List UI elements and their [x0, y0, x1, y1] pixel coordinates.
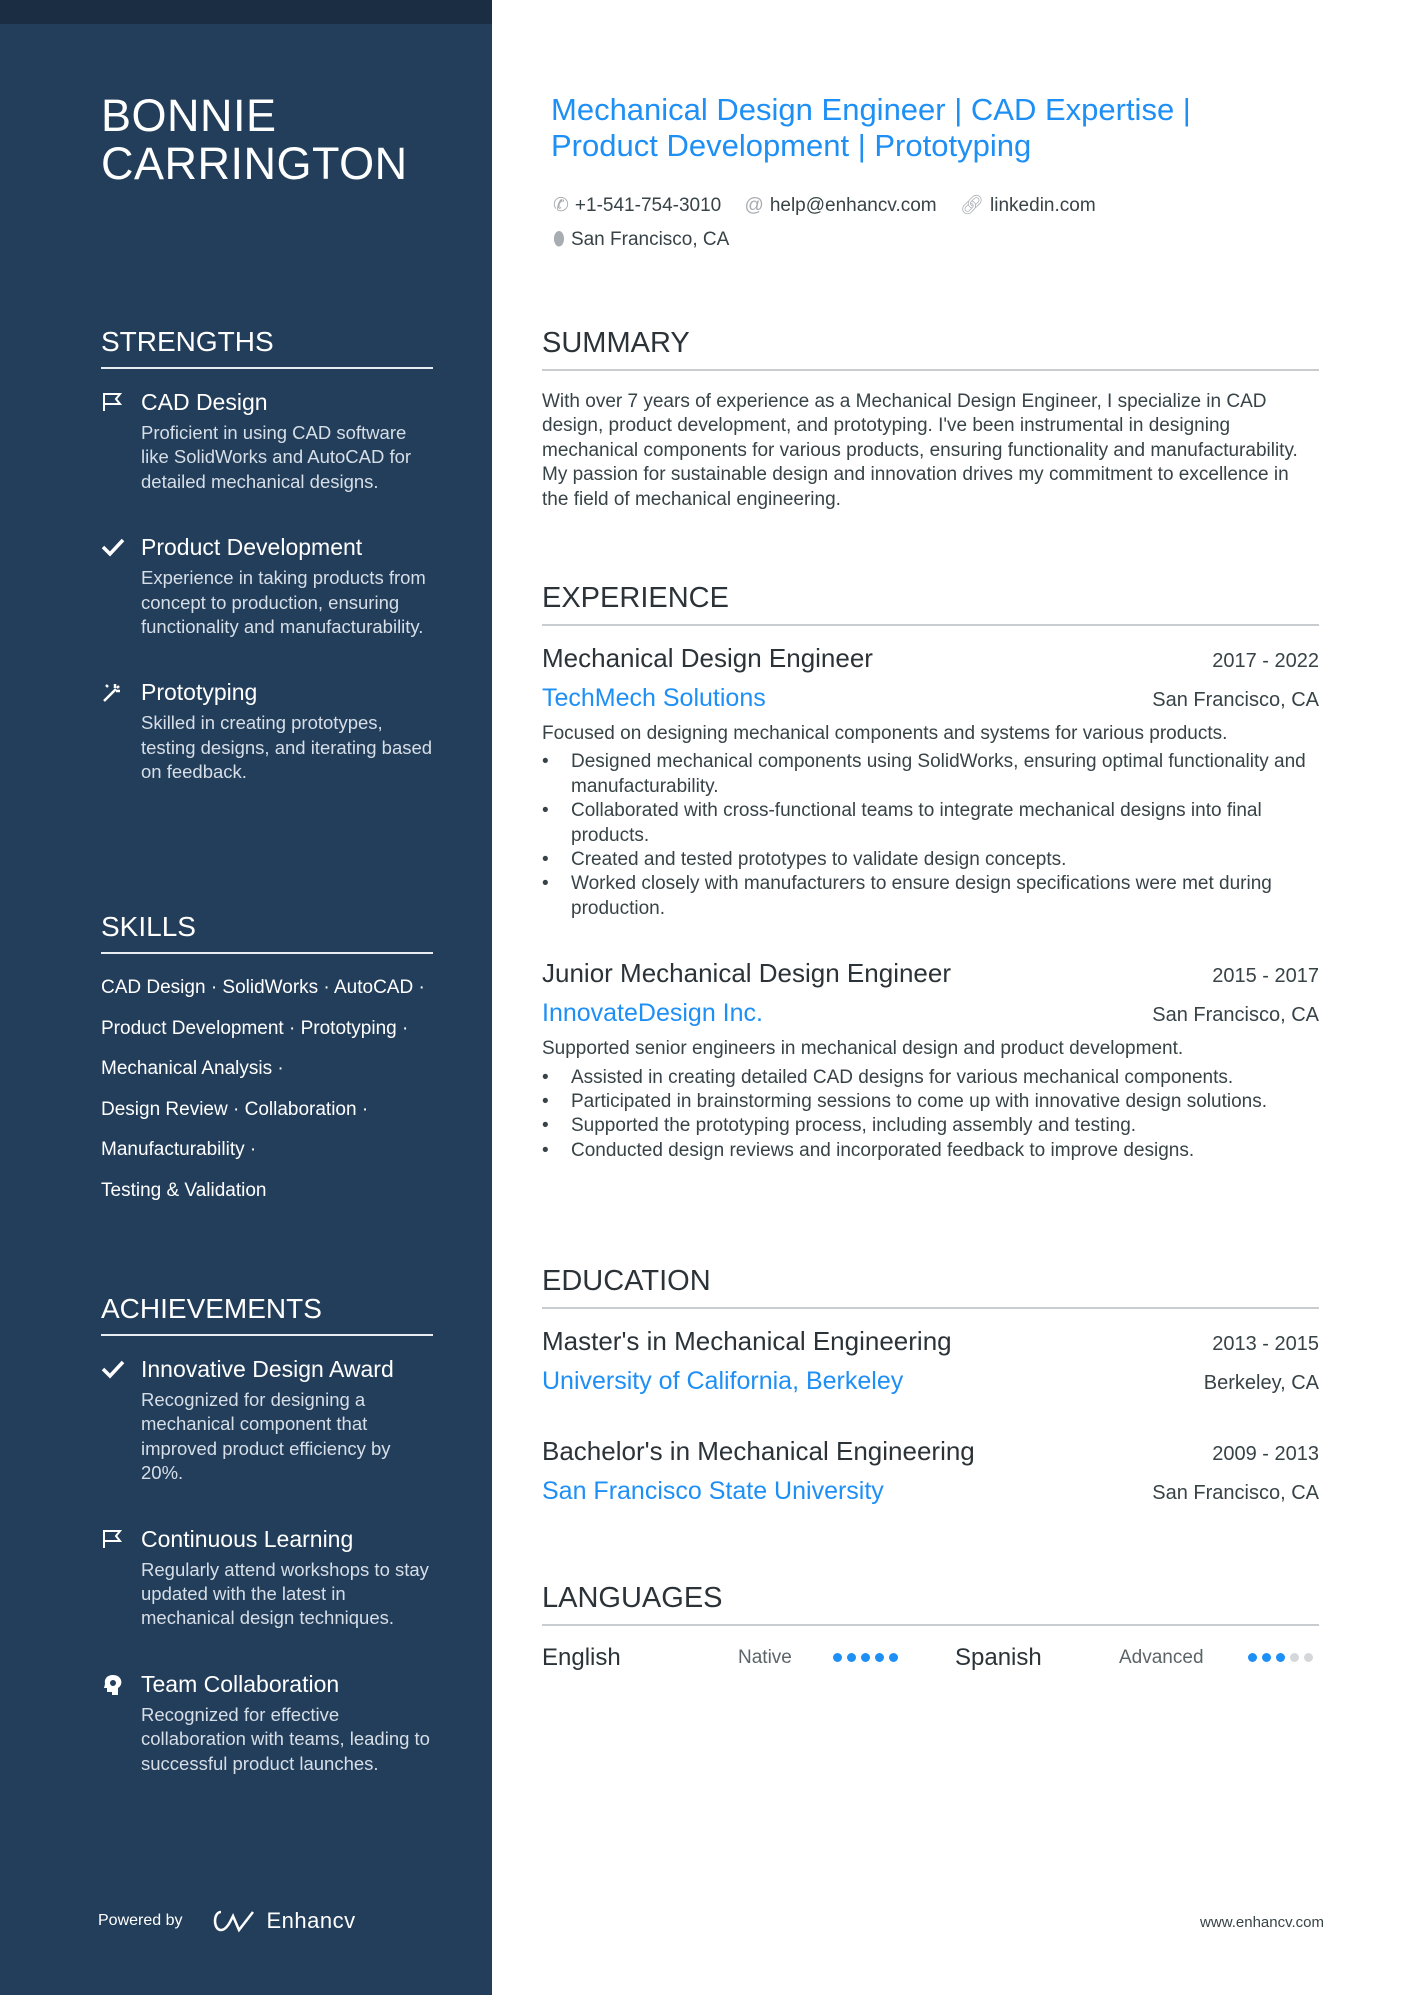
rating-dot: [889, 1653, 898, 1662]
degree: Bachelor's in Mechanical Engineering: [542, 1436, 975, 1466]
language-level: Advanced: [1119, 1647, 1204, 1668]
bullet: • Participated in brainstorming sessions to come up with innovative design solutions.: [542, 1090, 1319, 1114]
skill-line: Mechanical Analysis ·: [101, 1058, 284, 1080]
strengths-section: [101, 325, 433, 785]
bullet: • Created and tested prototypes to validate design concepts.: [542, 848, 1319, 872]
check-icon: [101, 1354, 141, 1486]
headline-line: Product Development | Prototyping: [551, 128, 1032, 163]
phone-icon: ✆: [553, 195, 569, 216]
company-name[interactable]: InnovateDesign Inc.: [542, 999, 763, 1028]
languages-section: [542, 1580, 1319, 1672]
rating-dot: [1276, 1653, 1285, 1662]
achievements-section: [101, 1292, 433, 1776]
language-item: [542, 1644, 955, 1672]
language-name: Spanish: [955, 1644, 1042, 1671]
powered-by-label: Powered by: [98, 1912, 183, 1929]
item-description: Recognized for effective collaboration with teams, leading to successful product launches.: [141, 1703, 430, 1774]
summary-text: With over 7 years of experience as a Mechanical Design Engineer, I specialize in CAD design, product development, and prototyping. I've been instrumental in designing mechanical components for various products, ensuring functionality and manufacturability. My passion for sustainable design and innovation drives my commitment to excellence in the field of mechanical engineering.: [542, 391, 1298, 510]
location: San Francisco, CA: [570, 229, 730, 250]
language-rating: [828, 1649, 898, 1667]
skill-line: Manufacturability ·: [101, 1139, 257, 1161]
rating-dot: [1248, 1653, 1257, 1662]
bullet: • Collaborated with cross-functional teams to integrate mechanical designs into final products.: [542, 799, 1319, 848]
flag-icon: [101, 387, 141, 494]
section-heading: EDUCATION: [542, 1263, 1319, 1309]
job-dates: 2015 - 2017: [1212, 965, 1319, 988]
sidebar-list-item: [101, 387, 433, 494]
education-entry: [542, 1431, 1319, 1511]
skills-section: [101, 910, 433, 1212]
job-title: Junior Mechanical Design Engineer: [542, 958, 952, 989]
section-heading: EXPERIENCE: [542, 580, 1319, 626]
language-level: Native: [738, 1647, 792, 1668]
bullet-list: [542, 750, 1319, 921]
rating-dot: [861, 1653, 870, 1662]
candidate-name: [101, 92, 408, 188]
item-description: Proficient in using CAD software like SolidWorks and AutoCAD for detailed mechanical designs.: [141, 422, 412, 492]
bullet: • Supported the prototyping process, including assembly and testing.: [542, 1114, 1319, 1138]
headline-line: Mechanical Design Engineer | CAD Expertise |: [551, 92, 1191, 127]
rating-dot: [1290, 1653, 1299, 1662]
contact-info: [553, 189, 1096, 257]
section-heading: ACHIEVEMENTS: [101, 1292, 433, 1336]
job-location: San Francisco, CA: [1152, 689, 1319, 711]
job-title: Mechanical Design Engineer: [542, 643, 873, 673]
summary-section: [542, 325, 1319, 512]
school-name[interactable]: San Francisco State University: [542, 1477, 884, 1505]
at-icon: @: [744, 195, 764, 216]
job-summary: Focused on designing mechanical components and systems for various products.: [542, 723, 1228, 744]
flag-icon: [101, 1524, 141, 1631]
item-description: Skilled in creating prototypes, testing designs, and iterating based on feedback.: [141, 712, 433, 783]
education-entry: [542, 1321, 1319, 1401]
edu-location: Berkeley, CA: [1203, 1372, 1319, 1394]
magic-wand-icon: [101, 677, 141, 784]
name-first: BONNIE: [101, 90, 277, 141]
linkedin[interactable]: linkedin.com: [990, 195, 1096, 216]
school-name[interactable]: University of California, Berkeley: [542, 1367, 904, 1395]
footer-url[interactable]: www.enhancv.com: [1200, 1914, 1324, 1931]
section-heading: LANGUAGES: [542, 1580, 1319, 1626]
item-description: Recognized for designing a mechanical component that improved product efficiency by 20%.: [141, 1389, 391, 1484]
job-summary: Supported senior engineers in mechanical design and product development.: [542, 1038, 1184, 1060]
sidebar-list-item: [101, 532, 433, 639]
bullet: • Conducted design reviews and incorporated feedback to improve designs.: [542, 1139, 1319, 1163]
bullet: • Assisted in creating detailed CAD designs for various mechanical components.: [542, 1066, 1319, 1090]
brand-name: Enhancv: [266, 1908, 356, 1933]
skill-line: CAD Design · SolidWorks · AutoCAD ·: [101, 977, 425, 998]
rating-dot: [833, 1653, 842, 1662]
section-heading: SUMMARY: [542, 325, 1319, 371]
link-icon: 🔗︎: [959, 195, 985, 216]
powered-by: [98, 1908, 356, 1934]
skill-line: Product Development · Prototyping ·: [101, 1017, 409, 1039]
rating-dot: [1262, 1653, 1271, 1662]
section-heading: SKILLS: [101, 910, 433, 954]
item-title: Innovative Design Award: [141, 1356, 394, 1382]
brain-icon: [101, 1669, 141, 1776]
sidebar-list-item: [101, 1524, 433, 1631]
skill-line: Testing & Validation: [101, 1179, 267, 1201]
job-dates: 2017 - 2022: [1212, 650, 1319, 672]
item-title: Continuous Learning: [141, 1525, 354, 1552]
location-pin-icon: ⬮: [553, 229, 565, 250]
phone: +1-541-754-3010: [574, 195, 722, 216]
email[interactable]: help@enhancv.com: [769, 195, 937, 216]
top-strip: [0, 0, 492, 24]
item-description: Regularly attend workshops to stay updated with the latest in mechanical design techniques.: [141, 1558, 429, 1629]
headline: [551, 92, 1191, 164]
skill-line: Design Review · Collaboration ·: [101, 1098, 369, 1120]
bullet: • Worked closely with manufacturers to ensure design specifications were met during production.: [542, 872, 1319, 921]
language-name: English: [542, 1644, 621, 1671]
item-title: Team Collaboration: [141, 1670, 340, 1697]
degree: Master's in Mechanical Engineering: [542, 1326, 952, 1356]
rating-dot: [1304, 1653, 1313, 1662]
item-title: Prototyping: [141, 679, 258, 706]
experience-section: [542, 580, 1319, 1163]
job-entry: [542, 638, 1319, 921]
bullet: • Designed mechanical components using SolidWorks, ensuring optimal functionality and manufacturability.: [542, 750, 1319, 799]
company-name[interactable]: TechMech Solutions: [542, 684, 766, 712]
sidebar-list-item: [101, 1354, 433, 1486]
rating-dot: [847, 1653, 856, 1662]
language-item: [955, 1644, 1319, 1672]
edu-location: San Francisco, CA: [1152, 1482, 1319, 1504]
rating-dot: [875, 1653, 884, 1662]
bullet-list: [542, 1066, 1319, 1164]
section-heading: STRENGTHS: [101, 325, 433, 369]
item-title: CAD Design: [141, 389, 268, 415]
sidebar-list-item: [101, 1669, 433, 1776]
education-section: [542, 1263, 1319, 1511]
language-rating: [1243, 1649, 1313, 1667]
enhancv-logo-icon: [209, 1908, 257, 1934]
check-icon: [101, 532, 141, 639]
item-description: Experience in taking products from concept to production, ensuring functionality and manufacturability.: [141, 567, 426, 638]
edu-dates: 2013 - 2015: [1212, 1333, 1319, 1355]
sidebar-list-item: [101, 677, 433, 784]
edu-dates: 2009 - 2013: [1212, 1443, 1319, 1465]
job-location: San Francisco, CA: [1152, 1004, 1319, 1027]
item-title: Product Development: [141, 534, 363, 561]
name-last: CARRINGTON: [101, 138, 408, 189]
job-entry: [542, 953, 1319, 1163]
